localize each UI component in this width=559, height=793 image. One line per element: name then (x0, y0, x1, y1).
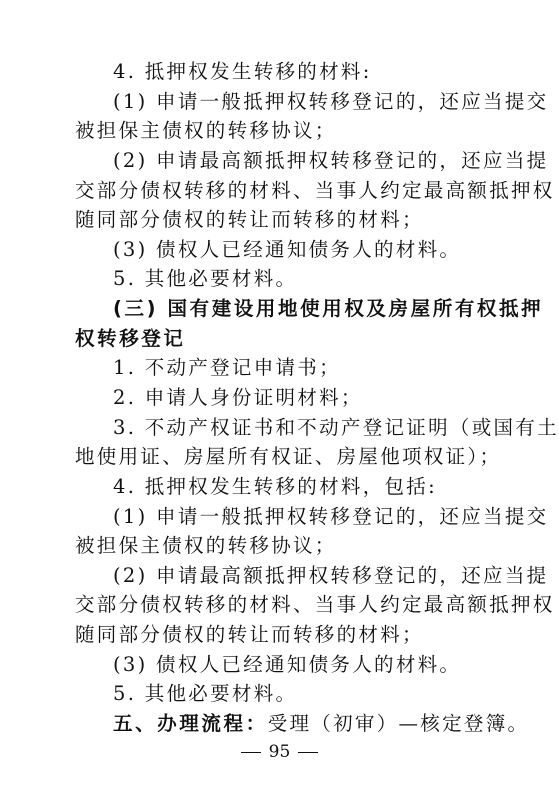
text-line: 5. 其他必要材料。 (113, 267, 298, 290)
text-line: (2) 申请最高额抵押权转移登记的，还应当提 (113, 149, 549, 172)
section-heading-cont: 权转移登记 (75, 327, 186, 350)
text-line: 3. 不动产权证书和不动产登记证明（或国有土 (113, 416, 559, 439)
text-line: 1. 不动产登记申请书； (113, 356, 341, 379)
text-line: 4. 抵押权发生转移的材料，包括: (113, 475, 437, 498)
section-heading: (三) 国有建设用地使用权及房屋所有权抵押 (113, 297, 544, 320)
text-line: (1) 申请一般抵押权转移登记的，还应当提交 (113, 505, 549, 528)
footer-dash-left (241, 752, 261, 753)
text-line: 随同部分债权的转让而转移的材料； (75, 623, 424, 646)
text-line: 被担保主债权的转移协议； (75, 534, 337, 557)
text-line: (3) 债权人已经通知债务人的材料。 (113, 653, 462, 676)
text-line: 4. 抵押权发生转移的材料: (113, 60, 372, 83)
text-line: 5. 其他必要材料。 (113, 682, 298, 705)
text-line: 地使用证、房屋所有权证、房屋他项权证）； (75, 445, 502, 468)
text-line: 随同部分债权的转让而转移的材料； (75, 208, 424, 231)
text-line: (3) 债权人已经通知债务人的材料。 (113, 238, 462, 261)
final-heading: 五、办理流程： (113, 712, 268, 735)
text-line: 2. 申请人身份证明材料； (113, 386, 363, 409)
text-line: 交部分债权转移的材料、当事人约定最高额抵押权 (75, 179, 555, 202)
text-line: 被担保主债权的转移协议； (75, 119, 337, 142)
text-line: (1) 申请一般抵押权转移登记的，还应当提交 (113, 90, 549, 113)
final-text: 受理（初审）—核定登簿。 (267, 712, 530, 735)
page-number: 95 (268, 742, 291, 762)
text-line: (2) 申请最高额抵押权转移登记的，还应当提 (113, 564, 549, 587)
page-footer (0, 742, 559, 762)
final-line (113, 712, 533, 736)
text-line: 交部分债权转移的材料、当事人约定最高额抵押权 (75, 593, 555, 616)
footer-dash-right (298, 752, 318, 753)
